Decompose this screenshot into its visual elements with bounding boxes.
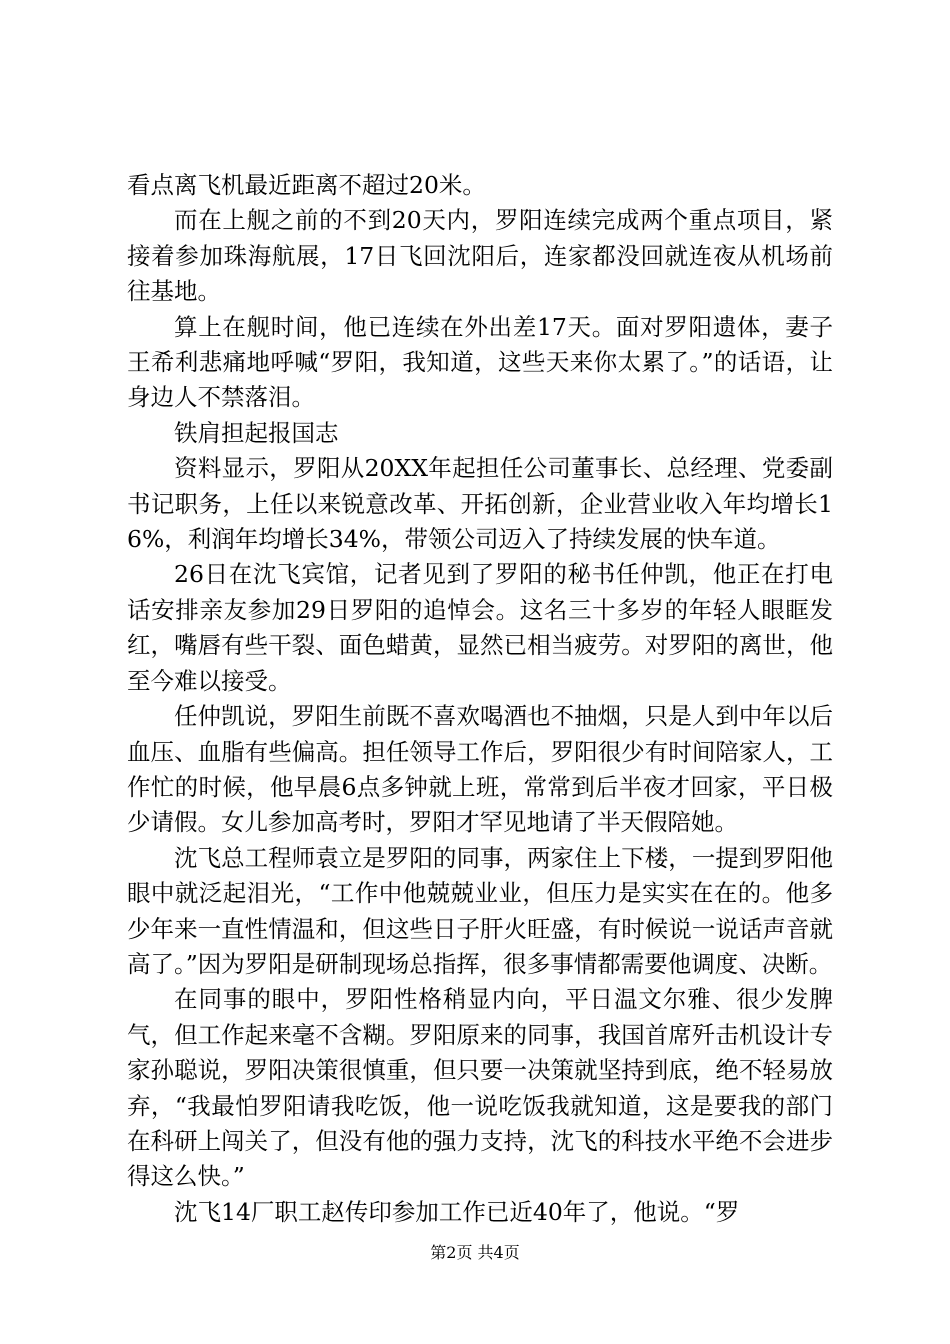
paragraph: 在同事的眼中，罗阳性格稍显内向，平日温文尔雅、很少发脾气，但工作起来毫不含糊。罗阳原来的同事，我国首席歼击机设计专家孙聪说，罗阳决策很慎重，但只要一决策就坚持到底，绝不轻易放弃，“我最怕罗阳请我吃饭，他一说吃饭我就知道，这是要我的部门在科研上闯关了，但没有他的强力支持，沈飞的科技水平绝不会进步得这么快。” bbox=[127, 985, 833, 1191]
section-heading: 铁肩担起报国志 bbox=[174, 418, 339, 447]
page-number-footer: 第2页 共4页 bbox=[430, 1243, 520, 1262]
paragraph: 算上在舰时间，他已连续在外出差17天。面对罗阳遗体，妻子王希利悲痛地呼喊“罗阳，我知道，这些天来你太累了。”的话语，让身边人不禁落泪。 bbox=[127, 312, 833, 412]
paragraph: 26日在沈飞宾馆，记者见到了罗阳的秘书任仲凯，他正在打电话安排亲友参加29日罗阳的追悼会。这名三十多岁的年轻人眼眶发红，嘴唇有些干裂、面色蜡黄，显然已相当疲劳。对罗阳的离世，他至今难以接受。 bbox=[127, 560, 833, 695]
article-body bbox=[127, 168, 833, 1230]
paragraph: 沈飞总工程师袁立是罗阳的同事，两家住上下楼，一提到罗阳他眼中就泛起泪光，“工作中他兢兢业业，但压力是实实在在的。他多少年来一直性情温和，但这些日子肝火旺盛，有时候说一说话声音就高了。”因为罗阳是研制现场总指挥，很多事情都需要他调度、决断。 bbox=[127, 843, 833, 978]
paragraph: 资料显示，罗阳从20XX年起担任公司董事长、总经理、党委副书记职务，上任以来锐意改革、开拓创新，企业营业收入年均增长16%，利润年均增长34%，带领公司迈入了持续发展的快车道。 bbox=[127, 454, 833, 554]
paragraph: 沈飞14厂职工赵传印参加工作已近40年了，他说。“罗 bbox=[174, 1197, 740, 1226]
paragraph: 任仲凯说，罗阳生前既不喜欢喝酒也不抽烟，只是人到中年以后血压、血脂有些偏高。担任领导工作后，罗阳很少有时间陪家人，工作忙的时候，他早晨6点多钟就上班，常常到后半夜才回家，平日极少请假。女儿参加高考时，罗阳才罕见地请了半天假陪她。 bbox=[127, 702, 833, 837]
paragraph: 而在上舰之前的不到20天内，罗阳连续完成两个重点项目，紧接着参加珠海航展，17日飞回沈阳后，连家都没回就连夜从机场前往基地。 bbox=[127, 206, 833, 306]
paragraph-continuation: 看点离飞机最近距离不超过20米。 bbox=[127, 171, 486, 199]
